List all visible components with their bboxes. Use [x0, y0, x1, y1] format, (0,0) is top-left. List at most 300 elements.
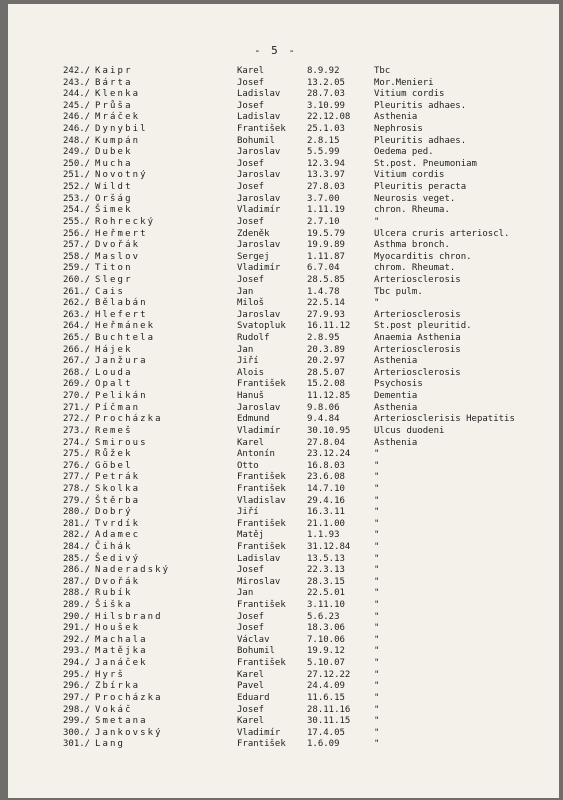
- entry-number: 277./: [63, 472, 91, 483]
- surname: Hilsbrand: [95, 611, 163, 622]
- entry-number: 279./: [63, 495, 91, 506]
- birth-date: 3.10.99: [307, 100, 345, 111]
- diagnosis: ": [374, 704, 380, 715]
- surname: Smetana: [95, 716, 148, 727]
- surname: Vokáč: [95, 704, 133, 715]
- entry-number: 255./: [63, 216, 91, 227]
- surname: Petrák: [95, 472, 141, 483]
- first-name: Svatopluk: [237, 321, 286, 332]
- birth-date: 22.3.13: [307, 565, 345, 576]
- entry-number: 246./: [63, 112, 91, 123]
- surname: Procházka: [95, 692, 163, 703]
- diagnosis: Tbc: [374, 66, 391, 76]
- first-name: Karel: [237, 716, 265, 727]
- list-item: [8, 205, 559, 217]
- diagnosis: Anaemia Asthenia: [374, 333, 461, 344]
- entry-number: 275./: [63, 449, 91, 460]
- birth-date: 17.4.05: [307, 727, 345, 738]
- entry-number: 261./: [63, 286, 91, 297]
- diagnosis: Arteriosclerosis: [374, 309, 461, 320]
- list-item: [8, 229, 559, 241]
- diagnosis: Psychosis: [374, 379, 423, 390]
- first-name: Ladislav: [237, 89, 281, 100]
- diagnosis: St.post. Pneumoniam: [374, 158, 477, 169]
- list-item: [8, 66, 559, 78]
- surname: Wildt: [95, 182, 133, 193]
- entry-number: 250./: [63, 158, 91, 169]
- diagnosis: Asthenia: [374, 356, 418, 367]
- list-item: [8, 646, 559, 658]
- surname: Dobrý: [95, 507, 133, 518]
- first-name: František: [237, 483, 286, 494]
- birth-date: 6.7.04: [307, 263, 340, 274]
- first-name: František: [237, 518, 286, 529]
- first-name: František: [237, 658, 286, 669]
- diagnosis: ": [374, 553, 380, 564]
- list-item: [8, 89, 559, 101]
- entry-number: 278./: [63, 483, 91, 494]
- entry-number: 296./: [63, 681, 91, 692]
- list-item: [8, 496, 559, 508]
- entry-number: 281./: [63, 518, 91, 529]
- diagnosis: Vitium cordis: [374, 89, 445, 100]
- birth-date: 5.6.23: [307, 611, 340, 622]
- list-item: [8, 635, 559, 647]
- list-item: [8, 600, 559, 612]
- first-name: Jan: [237, 588, 254, 599]
- list-item: [8, 739, 559, 751]
- birth-date: 30.11.15: [307, 716, 351, 727]
- diagnosis: Ulcus duodeni: [374, 425, 445, 436]
- entry-number: 264./: [63, 321, 91, 332]
- birth-date: 9.8.06: [307, 402, 340, 413]
- surname: Průša: [95, 100, 133, 111]
- entry-number: 293./: [63, 646, 91, 657]
- entry-number: 248./: [63, 135, 91, 146]
- surname: Píčman: [95, 402, 141, 413]
- list-item: [8, 542, 559, 554]
- birth-date: 27.8.03: [307, 182, 345, 193]
- entry-number: 269./: [63, 379, 91, 390]
- entry-number: 266./: [63, 344, 91, 355]
- surname: Cais: [95, 286, 126, 297]
- first-name: Josef: [237, 565, 265, 576]
- first-name: Ladislav: [237, 112, 281, 123]
- diagnosis: Arteriosclerosis: [374, 274, 461, 285]
- entry-number: 254./: [63, 205, 91, 216]
- list-item: [8, 438, 559, 450]
- diagnosis: ": [374, 298, 380, 309]
- first-name: Edmund: [237, 414, 270, 425]
- diagnosis: Vitium cordis: [374, 170, 445, 181]
- birth-date: 20.3.89: [307, 344, 345, 355]
- list-item: [8, 217, 559, 229]
- first-name: Josef: [237, 182, 265, 193]
- first-name: Rudolf: [237, 333, 270, 344]
- diagnosis: ": [374, 716, 380, 727]
- birth-date: 14.7.10: [307, 483, 345, 494]
- list-item: [8, 716, 559, 728]
- diagnosis: Oedema ped.: [374, 147, 434, 158]
- surname: Hyrš: [95, 669, 126, 680]
- diagnosis: Neurosis veget.: [374, 193, 456, 204]
- entry-number: 251./: [63, 170, 91, 181]
- birth-date: 21.1.00: [307, 518, 345, 529]
- first-name: Jaroslav: [237, 402, 281, 413]
- birth-date: 27.9.93: [307, 309, 345, 320]
- entry-number: 268./: [63, 367, 91, 378]
- patient-list: [8, 66, 559, 751]
- birth-date: 11.12.85: [307, 391, 351, 402]
- surname: Dvořák: [95, 576, 141, 587]
- entry-number: 298./: [63, 704, 91, 715]
- list-item: [8, 472, 559, 484]
- surname: Pelikán: [95, 391, 148, 402]
- list-item: [8, 403, 559, 415]
- entry-number: 253./: [63, 193, 91, 204]
- entry-number: 274./: [63, 437, 91, 448]
- diagnosis: ": [374, 727, 380, 738]
- surname: Bárta: [95, 77, 133, 88]
- entry-number: 288./: [63, 588, 91, 599]
- first-name: Josef: [237, 611, 265, 622]
- first-name: Bohumil: [237, 135, 275, 146]
- first-name: Ladislav: [237, 553, 281, 564]
- entry-number: 287./: [63, 576, 91, 587]
- entry-number: 284./: [63, 541, 91, 552]
- entry-number: 249./: [63, 147, 91, 158]
- surname: Kaipr: [95, 66, 133, 76]
- birth-date: 16.3.11: [307, 507, 345, 518]
- entry-number: 258./: [63, 251, 91, 262]
- diagnosis: St.post pleuritid.: [374, 321, 472, 332]
- birth-date: 25.1.03: [307, 124, 345, 135]
- birth-date: 28.5.07: [307, 367, 345, 378]
- entry-number: 262./: [63, 298, 91, 309]
- birth-date: 3.7.00: [307, 193, 340, 204]
- surname: Růžek: [95, 449, 133, 460]
- list-item: [8, 240, 559, 252]
- diagnosis: Asthenia: [374, 437, 418, 448]
- surname: Jankovský: [95, 727, 163, 738]
- first-name: Jan: [237, 286, 254, 297]
- list-item: [8, 693, 559, 705]
- diagnosis: Pleuritis peracta: [374, 182, 467, 193]
- surname: Smirous: [95, 437, 148, 448]
- first-name: Karel: [237, 437, 265, 448]
- first-name: Josef: [237, 216, 265, 227]
- list-item: [8, 449, 559, 461]
- first-name: Jaroslav: [237, 170, 281, 181]
- entry-number: 252./: [63, 182, 91, 193]
- birth-date: 24.4.09: [307, 681, 345, 692]
- list-item: [8, 310, 559, 322]
- first-name: Jaroslav: [237, 193, 281, 204]
- list-item: [8, 275, 559, 287]
- list-item: [8, 728, 559, 740]
- list-item: [8, 670, 559, 682]
- entry-number: 256./: [63, 228, 91, 239]
- list-item: [8, 287, 559, 299]
- entry-number: 289./: [63, 600, 91, 611]
- entry-number: 271./: [63, 402, 91, 413]
- diagnosis: ": [374, 507, 380, 518]
- first-name: Josef: [237, 704, 265, 715]
- list-item: [8, 658, 559, 670]
- surname: Oršág: [95, 193, 133, 204]
- list-item: [8, 519, 559, 531]
- list-item: [8, 588, 559, 600]
- first-name: Josef: [237, 623, 265, 634]
- first-name: Vladislav: [237, 495, 286, 506]
- list-item: [8, 530, 559, 542]
- list-item: [8, 136, 559, 148]
- birth-date: 9.4.84: [307, 414, 340, 425]
- first-name: František: [237, 739, 286, 750]
- surname: Šimek: [95, 205, 133, 216]
- first-name: Hanuš: [237, 391, 265, 402]
- birth-date: 1.6.09: [307, 739, 340, 750]
- first-name: Alois: [237, 367, 265, 378]
- entry-number: 273./: [63, 425, 91, 436]
- surname: Buchtela: [95, 333, 156, 344]
- list-item: [8, 333, 559, 345]
- birth-date: 19.9.12: [307, 646, 345, 657]
- surname: Rohrecký: [95, 216, 156, 227]
- first-name: Vladimír: [237, 425, 281, 436]
- surname: Skolka: [95, 483, 141, 494]
- birth-date: 22.5.14: [307, 298, 345, 309]
- first-name: Jan: [237, 344, 254, 355]
- diagnosis: Myocarditis chron.: [374, 251, 472, 262]
- birth-date: 5.5.99: [307, 147, 340, 158]
- list-item: [8, 182, 559, 194]
- diagnosis: Dementia: [374, 391, 418, 402]
- diagnosis: ": [374, 530, 380, 541]
- entry-number: 263./: [63, 309, 91, 320]
- surname: Heřmánek: [95, 321, 156, 332]
- birth-date: 11.6.15: [307, 692, 345, 703]
- diagnosis: chron. Rheuma.: [374, 205, 450, 216]
- surname: Lang: [95, 739, 126, 750]
- entry-number: 285./: [63, 553, 91, 564]
- birth-date: 1.11.19: [307, 205, 345, 216]
- diagnosis: Arteriosclerosis: [374, 344, 461, 355]
- birth-date: 19.9.89: [307, 240, 345, 251]
- diagnosis: Tbc pulm.: [374, 286, 423, 297]
- diagnosis: ": [374, 681, 380, 692]
- entry-number: 280./: [63, 507, 91, 518]
- birth-date: 20.2.97: [307, 356, 345, 367]
- list-item: [8, 507, 559, 519]
- surname: Zbírka: [95, 681, 141, 692]
- birth-date: 12.3.94: [307, 158, 345, 169]
- first-name: František: [237, 124, 286, 135]
- first-name: Sergej: [237, 251, 270, 262]
- first-name: Jaroslav: [237, 309, 281, 320]
- diagnosis: ": [374, 449, 380, 460]
- list-item: [8, 368, 559, 380]
- diagnosis: ": [374, 460, 380, 471]
- birth-date: 18.3.06: [307, 623, 345, 634]
- first-name: František: [237, 600, 286, 611]
- entry-number: 243./: [63, 77, 91, 88]
- diagnosis: ": [374, 611, 380, 622]
- surname: Tvrdík: [95, 518, 141, 529]
- diagnosis: ": [374, 658, 380, 669]
- list-item: [8, 252, 559, 264]
- list-item: [8, 124, 559, 136]
- surname: Procházka: [95, 414, 163, 425]
- first-name: Vladimír: [237, 727, 281, 738]
- diagnosis: ": [374, 623, 380, 634]
- surname: Janáček: [95, 658, 148, 669]
- surname: Dynybil: [95, 124, 148, 135]
- diagnosis: Mor.Menieri: [374, 77, 434, 88]
- surname: Opalt: [95, 379, 133, 390]
- surname: Hlefert: [95, 309, 148, 320]
- first-name: Karel: [237, 66, 265, 76]
- surname: Maslov: [95, 251, 141, 262]
- list-item: [8, 391, 559, 403]
- birth-date: 28.5.85: [307, 274, 345, 285]
- surname: Dvořák: [95, 240, 141, 251]
- diagnosis: ": [374, 634, 380, 645]
- birth-date: 13.3.97: [307, 170, 345, 181]
- birth-date: 28.11.16: [307, 704, 351, 715]
- surname: Mucha: [95, 158, 133, 169]
- diagnosis: Pleuritis adhaes.: [374, 135, 467, 146]
- list-item: [8, 298, 559, 310]
- first-name: Vladimír: [237, 205, 281, 216]
- list-item: [8, 78, 559, 90]
- surname: Čihák: [95, 541, 133, 552]
- surname: Remeš: [95, 425, 133, 436]
- entry-number: 291./: [63, 623, 91, 634]
- birth-date: 7.10.06: [307, 634, 345, 645]
- first-name: Vladimír: [237, 263, 281, 274]
- birth-date: 27.8.04: [307, 437, 345, 448]
- surname: Mráček: [95, 112, 141, 123]
- entry-number: 244./: [63, 89, 91, 100]
- first-name: Josef: [237, 77, 265, 88]
- entry-number: 267./: [63, 356, 91, 367]
- diagnosis: Nephrosis: [374, 124, 423, 135]
- birth-date: 31.12.84: [307, 541, 351, 552]
- list-item: [8, 263, 559, 275]
- surname: Bělabán: [95, 298, 148, 309]
- birth-date: 8.9.92: [307, 66, 340, 76]
- list-item: [8, 612, 559, 624]
- first-name: Miloš: [237, 298, 265, 309]
- surname: Naderadský: [95, 565, 171, 576]
- diagnosis: ": [374, 472, 380, 483]
- surname: Novotný: [95, 170, 148, 181]
- entry-number: 294./: [63, 658, 91, 669]
- list-item: [8, 345, 559, 357]
- surname: Šiška: [95, 600, 133, 611]
- diagnosis: Ulcera cruris arterioscl.: [374, 228, 510, 239]
- first-name: Jiří: [237, 356, 259, 367]
- first-name: Antonín: [237, 449, 275, 460]
- surname: Machala: [95, 634, 148, 645]
- surname: Šedivý: [95, 553, 141, 564]
- first-name: Jaroslav: [237, 240, 281, 251]
- birth-date: 2.8.95: [307, 333, 340, 344]
- surname: Klenka: [95, 89, 141, 100]
- birth-date: 22.12.08: [307, 112, 351, 123]
- diagnosis: ": [374, 576, 380, 587]
- diagnosis: ": [374, 216, 380, 227]
- birth-date: 28.3.15: [307, 576, 345, 587]
- diagnosis: ": [374, 495, 380, 506]
- birth-date: 2.7.10: [307, 216, 340, 227]
- list-item: [8, 484, 559, 496]
- entry-number: 282./: [63, 530, 91, 541]
- diagnosis: ": [374, 646, 380, 657]
- diagnosis: ": [374, 692, 380, 703]
- birth-date: 27.12.22: [307, 669, 351, 680]
- entry-number: 242./: [63, 66, 91, 76]
- list-item: [8, 414, 559, 426]
- entry-number: 272./: [63, 414, 91, 425]
- first-name: Bohumil: [237, 646, 275, 657]
- diagnosis: ": [374, 518, 380, 529]
- birth-date: 16.8.03: [307, 460, 345, 471]
- list-item: [8, 147, 559, 159]
- entry-number: 257./: [63, 240, 91, 251]
- diagnosis: chrom. Rheumat.: [374, 263, 456, 274]
- list-item: [8, 565, 559, 577]
- first-name: Pavel: [237, 681, 265, 692]
- list-item: [8, 426, 559, 438]
- entry-number: 259./: [63, 263, 91, 274]
- diagnosis: ": [374, 483, 380, 494]
- surname: Titon: [95, 263, 133, 274]
- surname: Janžura: [95, 356, 148, 367]
- diagnosis: Asthenia: [374, 402, 418, 413]
- first-name: Miroslav: [237, 576, 281, 587]
- surname: Matějka: [95, 646, 148, 657]
- first-name: Josef: [237, 274, 265, 285]
- birth-date: 15.2.08: [307, 379, 345, 390]
- birth-date: 1.11.87: [307, 251, 345, 262]
- birth-date: 2.8.15: [307, 135, 340, 146]
- diagnosis: ": [374, 600, 380, 611]
- list-item: [8, 379, 559, 391]
- first-name: Eduard: [237, 692, 270, 703]
- birth-date: 3.11.10: [307, 600, 345, 611]
- diagnosis: ": [374, 541, 380, 552]
- diagnosis: Pleuritis adhaes.: [374, 100, 467, 111]
- diagnosis: ": [374, 669, 380, 680]
- birth-date: 22.5.01: [307, 588, 345, 599]
- birth-date: 28.7.03: [307, 89, 345, 100]
- first-name: Jaroslav: [237, 147, 281, 158]
- diagnosis: ": [374, 588, 380, 599]
- surname: Štěrba: [95, 495, 141, 506]
- birth-date: 1.4.78: [307, 286, 340, 297]
- entry-number: 246./: [63, 124, 91, 135]
- list-item: [8, 170, 559, 182]
- birth-date: 23.12.24: [307, 449, 351, 460]
- diagnosis: Arteriosclerisis Hepatitis: [374, 414, 515, 425]
- first-name: František: [237, 472, 286, 483]
- first-name: František: [237, 379, 286, 390]
- birth-date: 19.5.79: [307, 228, 345, 239]
- list-item: [8, 356, 559, 368]
- first-name: František: [237, 541, 286, 552]
